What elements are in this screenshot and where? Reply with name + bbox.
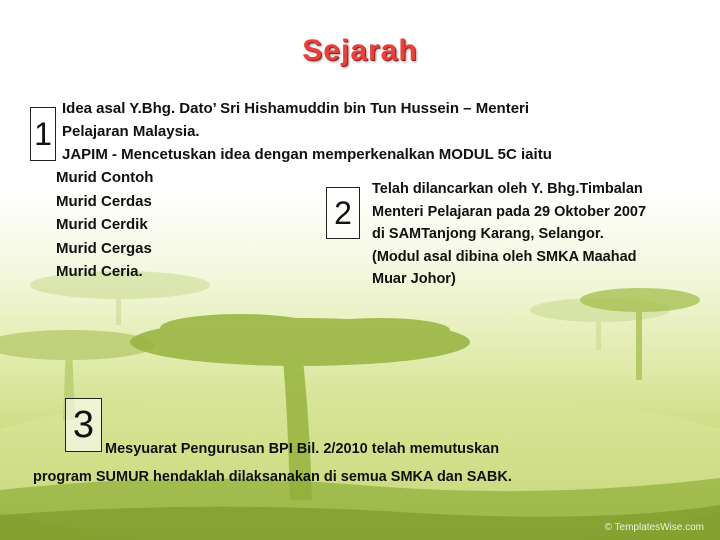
point-3-number-box: 3 [65, 398, 102, 452]
point-3-line-1: Mesyuarat Pengurusan BPI Bil. 2/2010 telah memutuskan [105, 441, 500, 457]
point-1-line-1: Idea asal Y.Bhg. Dato’ Sri Hishamuddin bin Tun Hussein – Menteri [62, 100, 530, 117]
slide-title: Sejarah [302, 34, 418, 67]
point-2-line: Telah dilancarkan oleh Y. Bhg.Timbalan [372, 181, 643, 197]
modul-5c-list [56, 166, 153, 284]
point-2-line: Muar Johor) [372, 271, 456, 287]
point-1-number-box: 1 [30, 107, 56, 161]
point-1-line-2: Pelajaran Malaysia. [62, 123, 200, 140]
point-2-line: Menteri Pelajaran pada 29 Oktober 2007 [372, 203, 647, 220]
list-item: Murid Cergas [56, 239, 152, 257]
point-1-line-3: JAPIM - Mencetuskan idea dengan memperkenalkan MODUL 5C iaitu [62, 146, 552, 163]
point-3-line-2: program SUMUR hendaklah dilaksanakan di semua SMKA dan SABK. [33, 469, 512, 485]
template-credit: © TemplatesWise.com [604, 522, 704, 533]
point-2-text [372, 178, 646, 291]
list-item: Murid Cerdik [56, 216, 148, 233]
point-2-number-box: 2 [326, 187, 360, 239]
point-2-line: (Modul asal dibina oleh SMKA Maahad [372, 248, 637, 265]
list-item: Murid Contoh [56, 169, 154, 186]
list-item: Murid Ceria. [56, 263, 143, 280]
point-2-line: di SAMTanjong Karang, Selangor. [372, 226, 604, 242]
list-item: Murid Cerdas [56, 192, 152, 210]
